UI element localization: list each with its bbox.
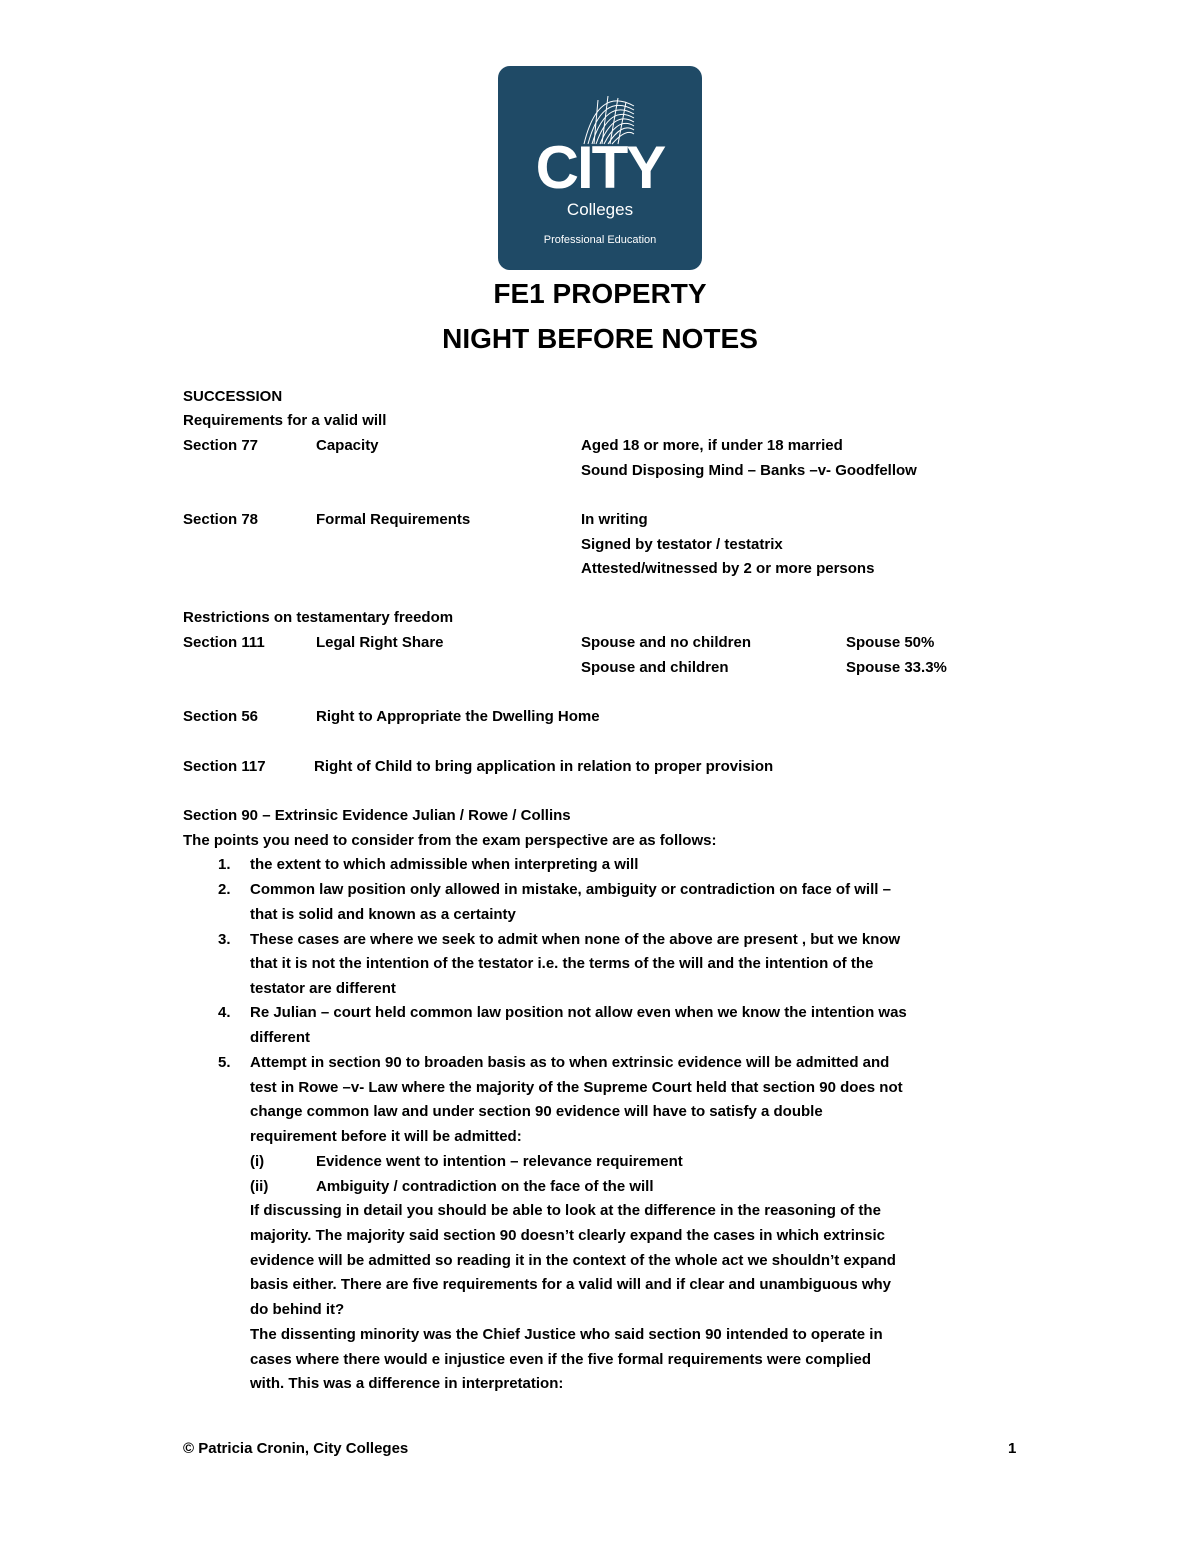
list-item-text: Common law position only allowed in mistake, ambiguity or contradiction on face of will – [250,881,891,898]
s111-share: Spouse 33.3% [846,659,947,676]
paragraph-line: majority. The majority said section 90 doesn’t clearly expand the cases in which extrinsic [250,1227,885,1244]
s90-heading: Section 90 – Extrinsic Evidence Julian / Rowe / Collins [183,807,571,824]
list-item-text: Attempt in section 90 to broaden basis as to when extrinsic evidence will be admitted and [250,1054,890,1071]
list-item-number: 2. [218,881,231,898]
list-item-number: 3. [218,931,231,948]
page-subtitle: NIGHT BEFORE NOTES [442,323,758,354]
logo-colleges-text: Colleges [566,200,634,219]
paragraph-line: basis either. There are five requirements for a valid will and if clear and unambiguous why [250,1276,892,1293]
paragraph-line: with. This was a difference in interpretation: [250,1375,564,1392]
list-item-text: These cases are where we seek to admit when none of the above are present , but we know [250,931,901,948]
s78-topic: Formal Requirements [316,511,471,528]
logo-city-text: CITY [535,134,665,201]
s111-case: Spouse and children [581,659,729,676]
paragraph-line: do behind it? [250,1301,345,1318]
list-item-text: testator are different [250,980,396,997]
s117-topic: Right of Child to bring application in relation to proper provision [314,758,774,775]
sublist-item-number: (i) [250,1153,265,1170]
list-item-number: 4. [218,1004,231,1021]
s78-detail: In writing [581,511,648,528]
city-colleges-logo [498,66,702,270]
s77-detail: Sound Disposing Mind – Banks –v- Goodfellow [581,462,917,479]
paragraph-line: If discussing in detail you should be able to look at the difference in the reasoning of the [250,1202,881,1219]
sublist-item-text: Ambiguity / contradiction on the face of the will [316,1178,654,1195]
list-item-number: 5. [218,1054,231,1071]
s77-topic: Capacity [316,437,379,454]
list-item-text: the extent to which admissible when interpreting a will [250,856,639,873]
s56-topic: Right to Appropriate the Dwelling Home [316,708,600,725]
s90-intro: The points you need to consider from the exam perspective are as follows: [183,832,717,849]
sublist-item-text: Evidence went to intention – relevance requirement [316,1153,683,1170]
s111-share: Spouse 50% [846,634,935,651]
section-heading-succession: SUCCESSION [183,388,283,405]
page-title: FE1 PROPERTY [493,278,707,309]
list-item-number: 1. [218,856,231,873]
s77-section: Section 77 [183,437,259,454]
s111-section: Section 111 [183,634,265,651]
subheading-valid-will: Requirements for a valid will [183,412,387,429]
list-item-text: requirement before it will be admitted: [250,1128,522,1145]
section-heading-restrictions: Restrictions on testamentary freedom [183,609,454,626]
list-item-text: test in Rowe –v- Law where the majority of the Supreme Court held that section 90 does not [250,1079,903,1096]
s78-detail: Attested/witnessed by 2 or more persons [581,560,875,577]
s111-topic: Legal Right Share [316,634,444,651]
sublist-item-number: (ii) [250,1178,269,1195]
s117-section: Section 117 [183,758,266,775]
list-item-text: different [250,1029,310,1046]
s78-detail: Signed by testator / testatrix [581,536,783,553]
s78-section: Section 78 [183,511,259,528]
list-item-text: that is solid and known as a certainty [250,906,516,923]
paragraph-line: The dissenting minority was the Chief Justice who said section 90 intended to operate in [250,1326,883,1343]
page-number: 1 [1008,1440,1017,1457]
list-item-text: that it is not the intention of the testator i.e. the terms of the will and the intention of the [250,955,874,972]
logo-subtitle-text: Professional Education [543,234,657,246]
s56-section: Section 56 [183,708,259,725]
list-item-text: Re Julian – court held common law position not allow even when we know the intention was [250,1004,907,1021]
paragraph-line: cases where there would e injustice even if the five formal requirements were complied [250,1351,872,1368]
s77-detail: Aged 18 or more, if under 18 married [581,437,843,454]
paragraph-line: evidence will be admitted so reading it in the context of the whole act we shouldn’t expand [250,1252,896,1269]
footer-copyright: © Patricia Cronin, City Colleges [183,1440,409,1457]
list-item-text: change common law and under section 90 evidence will have to satisfy a double [250,1103,823,1120]
s111-case: Spouse and no children [581,634,752,651]
